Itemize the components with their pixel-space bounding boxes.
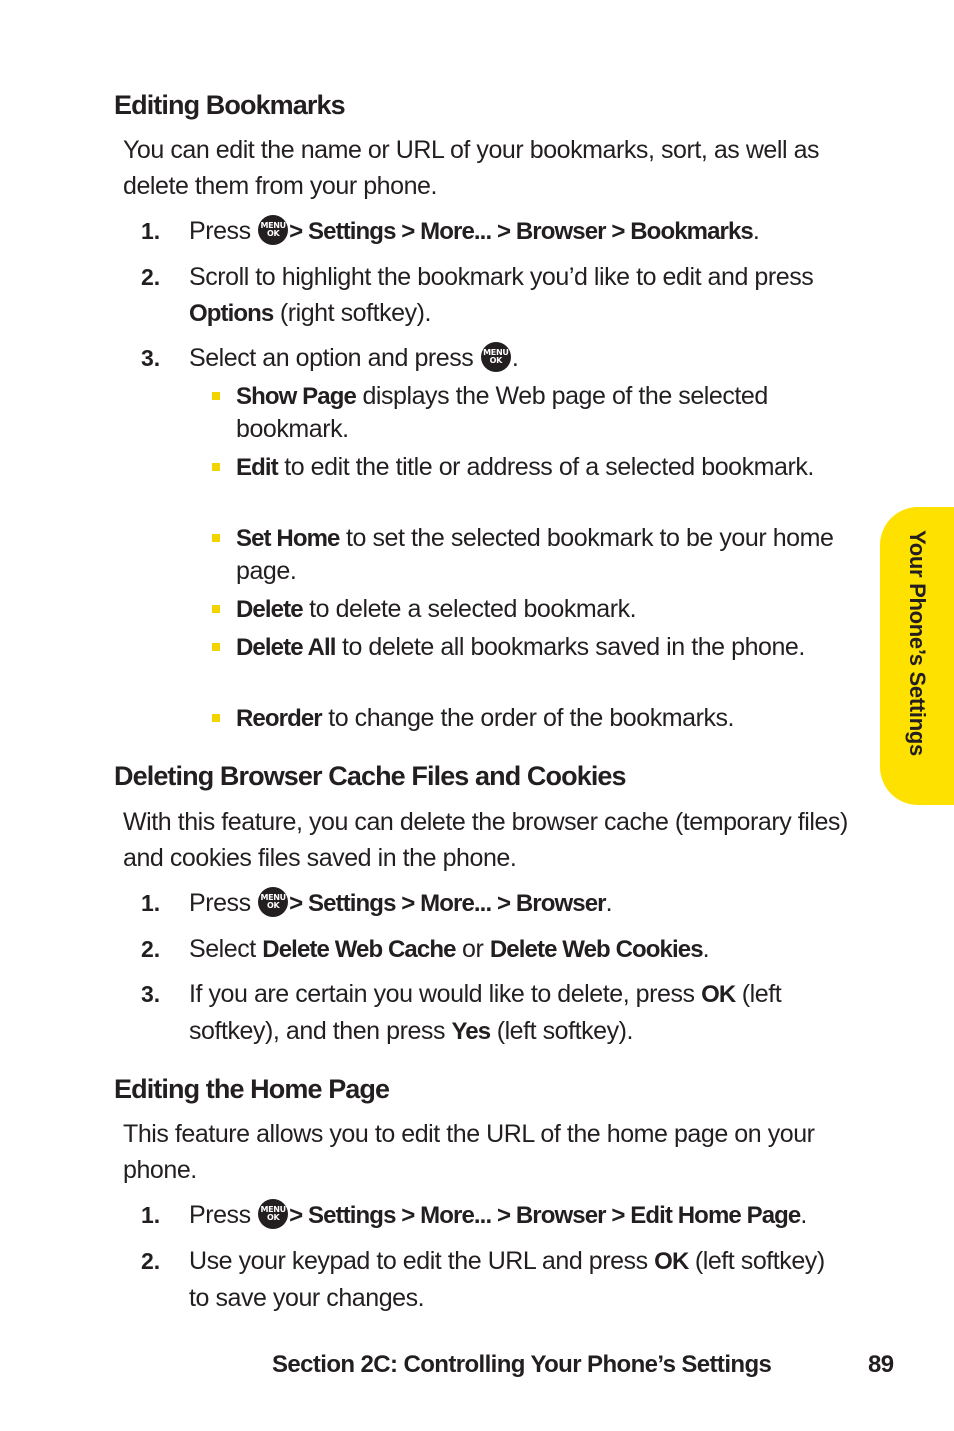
step-number: 2. xyxy=(141,936,161,962)
menu-path: > Settings > More... > Browser > Edit Home Page xyxy=(289,1202,801,1229)
step-text: Press xyxy=(189,889,251,917)
step-text: Press xyxy=(189,217,251,245)
bullet-marker xyxy=(212,643,220,651)
delete-web-cache-label: Delete Web Cache xyxy=(262,936,456,963)
step-number: 3. xyxy=(141,981,161,1007)
menu-ok-key-icon: MENU OK xyxy=(258,1199,288,1229)
heading-editing-bookmarks: Editing Bookmarks xyxy=(114,90,345,120)
ok-key-label: OK xyxy=(701,981,736,1008)
step-number: 2. xyxy=(141,264,161,290)
step-text: Scroll to highlight the bookmark you’d like to edit and press xyxy=(189,263,814,291)
footer-section-title: Section 2C: Controlling Your Phone’s Settings xyxy=(272,1351,772,1378)
bullet-marker xyxy=(212,714,220,722)
yes-key-label: Yes xyxy=(451,1018,491,1045)
menu-path: > Settings > More... > Browser > Bookmarks xyxy=(289,218,753,245)
step-text: Press xyxy=(189,1201,251,1229)
step-number: 1. xyxy=(141,218,161,244)
side-tab-label: Your Phone’s Settings xyxy=(905,530,930,756)
bullet-marker xyxy=(212,392,220,400)
step-number: 3. xyxy=(141,345,161,371)
step-number: 2. xyxy=(141,1248,161,1274)
heading-deleting-cache: Deleting Browser Cache Files and Cookies xyxy=(114,761,626,791)
menu-ok-key-icon: MENU OK xyxy=(481,342,511,372)
page-number: 89 xyxy=(868,1351,894,1378)
delete-web-cookies-label: Delete Web Cookies xyxy=(489,936,703,963)
cache-intro: With this feature, you can delete the browser cache (temporary files) and cookies files saved in the phone. xyxy=(123,808,848,872)
manual-page: Editing Bookmarks You can edit the name or URL of your bookmarks, sort, as well as delete them from your phone. 1. Press MENU OK > Settings > More... > Browser > Bookmarks. 2. Scroll to highlight the bookmark you’d like to edit and press Options (right softkey). 3. Select an option and press MENU OK . Show Page displays the Web page of the selected bookmark. Edit to edit the title or address of a selected bookmark. Set Home to set the selected bookmark to be your home page. Delete to delete a selected bookmark. Delete All to delete all bookmarks saved in the phone. Reorder to change the order of the bookmarks. Deleting Browser Cache Files and Cookies With this feature, you can delete the browser cache (temporary files) and cookies files saved in the phone. 1. Press MENU OK > Settings > More... > Browser. 2. Select Delete Web Cache or Delete Web Cookies. 3. If you are certain you would like to delete, press OK (left softkey), and then press Yes (left softkey). Editing the Home Page This feature allows you to edit the URL of the home page on your phone. 1. Press MENU OK > Settings > More... > Browser > Edit Home Page. 2. Use your keypad to edit the URL and press OK (left softkey) to save your changes. Your Phone’s Settings Section 2C: Controlling Your Phone’s Settings 89 xyxy=(0,0,954,1431)
menu-ok-key-icon: MENU OK xyxy=(258,887,288,917)
menu-path: > Settings > More... > Browser xyxy=(289,890,606,917)
step-text: Select an option and press xyxy=(189,344,474,372)
bullet-marker xyxy=(212,605,220,613)
bullet-marker xyxy=(212,534,220,542)
bullet-marker xyxy=(212,463,220,471)
step-number: 1. xyxy=(141,1202,161,1228)
menu-ok-key-icon: MENU OK xyxy=(258,215,288,245)
heading-editing-home-page: Editing the Home Page xyxy=(114,1074,390,1104)
options-key-label: Options xyxy=(189,300,274,327)
step-number: 1. xyxy=(141,890,161,916)
ok-key-label: OK xyxy=(654,1248,689,1275)
bookmarks-intro: You can edit the name or URL of your bookmarks, sort, as well as delete them from your phone. xyxy=(123,136,820,200)
homepage-intro: This feature allows you to edit the URL of the home page on your phone. xyxy=(123,1120,815,1184)
